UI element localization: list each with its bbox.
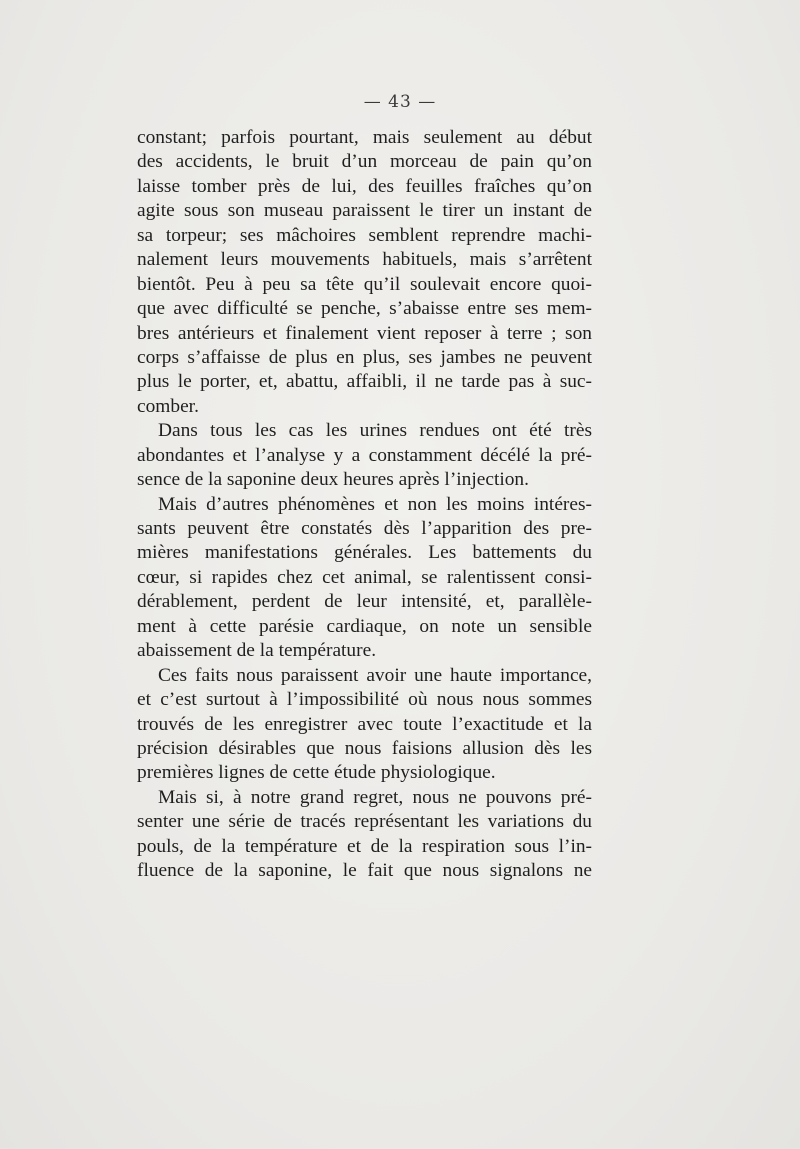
text-line: bres antérieurs et finalement vient reposer à terre ; son: [137, 322, 592, 344]
text-line: abondantes et l’analyse y a constamment décélé la pré-: [137, 444, 592, 466]
text-line: senter une série de tracés représentant les variations du: [137, 811, 592, 833]
text-line: précision désirables que nous faisions allusion dès les: [137, 737, 592, 759]
text-line: fluence de la saponine, le fait que nous signalons ne: [137, 860, 592, 882]
text-line: dérablement, perdent de leur intensité, et, parallèle-: [137, 591, 592, 613]
paragraph: [137, 493, 592, 664]
paragraph: [137, 126, 592, 419]
text-line: plus le porter, et, abattu, affaibli, il ne tarde pas à suc-: [137, 371, 592, 393]
text-line: abaissement de la température.: [137, 640, 377, 662]
text-line: sa torpeur; ses mâchoires semblent reprendre machi-: [137, 224, 592, 246]
text-line: premières lignes de cette étude physiologique.: [137, 762, 496, 784]
text-line: sants peuvent être constatés dès l’apparition des pre-: [137, 518, 592, 539]
text-line: Dans tous les cas les urines rendues ont été très: [158, 420, 592, 442]
text-line: Mais si, à notre grand regret, nous ne pouvons pré-: [158, 786, 592, 808]
text-line: ment à cette parésie cardiaque, on note un sensible: [137, 615, 592, 637]
text-line: pouls, de la température et de la respiration sous l’in-: [137, 835, 592, 857]
text-line: nalement leurs mouvements habituels, mais s’arrêtent: [137, 249, 592, 271]
text-line: corps s’affaisse de plus en plus, ses jambes ne peuvent: [137, 346, 592, 368]
text-line: mières manifestations générales. Les battements du: [137, 542, 592, 564]
paragraph: [137, 419, 592, 492]
text-line: et c’est surtout à l’impossibilité où nous nous sommes: [137, 689, 592, 711]
text-line: constant; parfois pourtant, mais seulement au début: [137, 127, 592, 148]
text-line: trouvés de les enregistrer avec toute l’exactitude et la: [137, 713, 592, 735]
text-line: des accidents, le bruit d’un morceau de pain qu’on: [137, 151, 592, 173]
text-line: agite sous son museau paraissent le tirer un instant de: [137, 200, 592, 222]
text-line: sence de la saponine deux heures après l’injection.: [137, 469, 529, 491]
text-line: que avec difficulté se penche, s’abaisse entre ses mem-: [137, 298, 592, 320]
paragraph: [137, 786, 592, 884]
page-number: — 43 —: [363, 92, 437, 112]
text-line: laisse tomber près de lui, des feuilles fraîches qu’on: [137, 175, 592, 197]
body-text: [137, 126, 592, 884]
text-line: cœur, si rapides chez cet animal, se ralentissent consi-: [137, 566, 592, 588]
text-line: bientôt. Peu à peu sa tête qu’il soulevait encore quoi-: [137, 273, 592, 295]
text-line: Mais d’autres phénomènes et non les moins intéres-: [158, 493, 592, 515]
paragraph: [137, 664, 592, 786]
text-line: comber.: [137, 395, 199, 417]
text-line: Ces faits nous paraissent avoir une haute importance,: [158, 664, 592, 686]
